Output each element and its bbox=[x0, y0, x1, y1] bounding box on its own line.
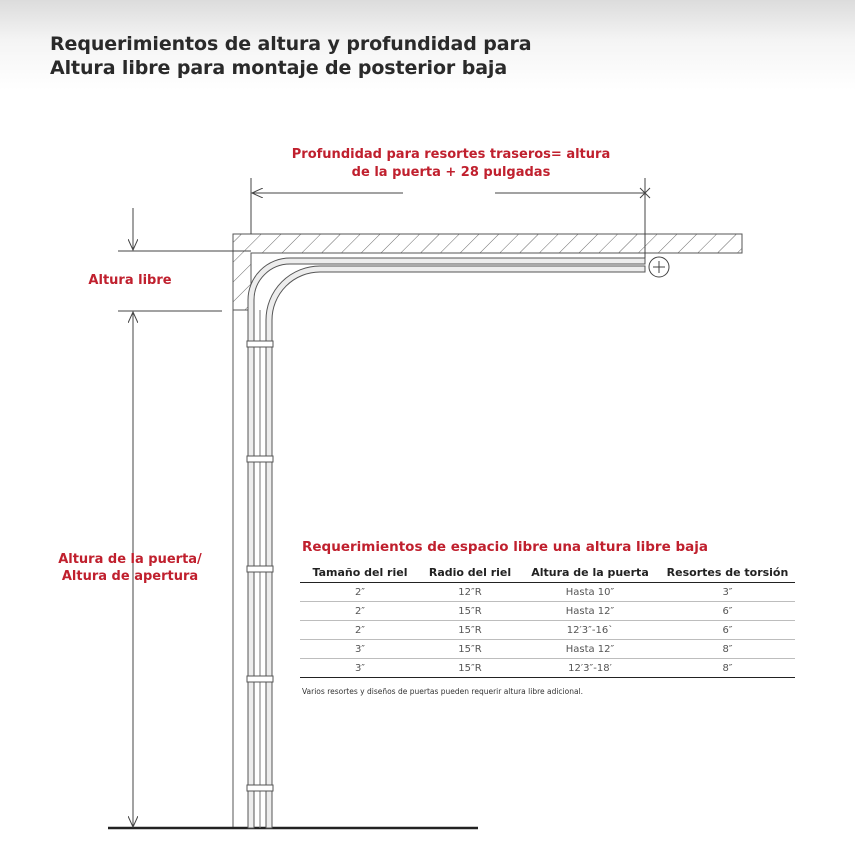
table-header-row bbox=[300, 563, 795, 583]
table-row bbox=[300, 583, 795, 602]
table-cell: 12′3″-18′ bbox=[520, 659, 660, 678]
table-note: Varios resortes y diseños de puertas pueden requerir altura libre adicional. bbox=[302, 687, 584, 696]
table-cell: 2″ bbox=[300, 602, 420, 621]
table-cell: 15″R bbox=[420, 659, 520, 678]
table-cell: 2″ bbox=[300, 583, 420, 602]
table-row bbox=[300, 621, 795, 640]
table-row bbox=[300, 602, 795, 621]
table-cell: 12′3″-16` bbox=[520, 621, 660, 640]
clearance-table bbox=[300, 563, 795, 678]
table-cell: Hasta 10″ bbox=[520, 583, 660, 602]
table-cell: 12″R bbox=[420, 583, 520, 602]
page-title-line-1: Requerimientos de altura y profundidad para bbox=[50, 33, 532, 55]
table-cell: 15″R bbox=[420, 640, 520, 659]
table-cell: Hasta 12″ bbox=[520, 640, 660, 659]
header-door-height: Altura de la puerta bbox=[520, 563, 660, 583]
depth-label-line-1: Profundidad para resortes traseros= altura bbox=[291, 147, 611, 162]
clearance-table-block bbox=[300, 539, 795, 696]
page-title-line-2: Altura libre para montaje de posterior baja bbox=[50, 57, 508, 79]
depth-label-line-2: de la puerta + 28 pulgadas bbox=[351, 165, 551, 180]
header-torsion-springs: Resortes de torsión bbox=[660, 563, 795, 583]
table-cell: 6″ bbox=[660, 602, 795, 621]
torsion-spring-icon bbox=[649, 257, 669, 277]
door-height-label-line-1: Altura de la puerta/ bbox=[58, 552, 202, 567]
table-cell: 3″ bbox=[300, 659, 420, 678]
table-cell: 8″ bbox=[660, 659, 795, 678]
table-cell: 6″ bbox=[660, 621, 795, 640]
header-track-size: Tamaño del riel bbox=[300, 563, 420, 583]
table-title: Requerimientos de espacio libre una altura libre baja bbox=[302, 539, 708, 555]
table-cell: Hasta 12″ bbox=[520, 602, 660, 621]
table-cell: 8″ bbox=[660, 640, 795, 659]
header-track-radius: Radio del riel bbox=[420, 563, 520, 583]
door-height-label-line-2: Altura de apertura bbox=[61, 569, 199, 584]
table-cell: 2″ bbox=[300, 621, 420, 640]
table-cell: 3″ bbox=[660, 583, 795, 602]
headroom-label: Altura libre bbox=[88, 273, 172, 288]
headroom-dimension bbox=[118, 208, 251, 311]
table-row bbox=[300, 640, 795, 659]
table-cell: 15″R bbox=[420, 621, 520, 640]
table-cell: 15″R bbox=[420, 602, 520, 621]
table-row bbox=[300, 659, 795, 678]
table-cell: 3″ bbox=[300, 640, 420, 659]
